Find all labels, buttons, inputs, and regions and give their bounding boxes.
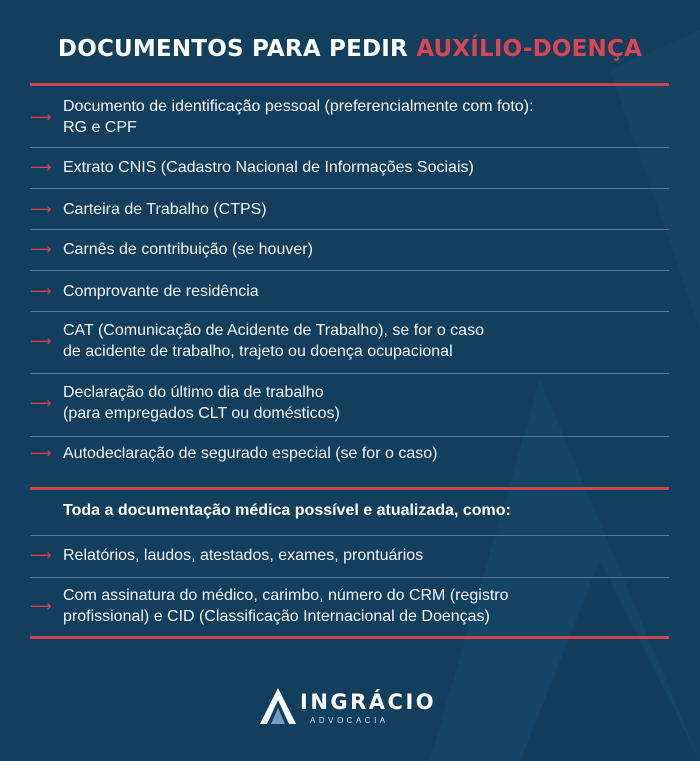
arrow-right-icon: ⟶ bbox=[30, 394, 52, 412]
list-item-text: Declaração do último dia de trabalho (para empregados CLT ou domésticos) bbox=[63, 384, 340, 422]
list-item bbox=[30, 279, 669, 303]
red-divider-middle bbox=[30, 487, 669, 490]
logo-subtitle: ADVOCACIA bbox=[310, 716, 389, 725]
separator bbox=[30, 270, 669, 271]
list-item bbox=[30, 320, 669, 362]
arrow-right-icon: ⟶ bbox=[30, 200, 52, 218]
separator bbox=[30, 577, 669, 578]
separator bbox=[30, 311, 669, 312]
separator bbox=[30, 147, 669, 148]
list-item bbox=[30, 382, 669, 424]
list-item bbox=[30, 197, 669, 221]
arrow-right-icon: ⟶ bbox=[30, 158, 52, 176]
list-item-text: Extrato CNIS (Cadastro Nacional de Informações Sociais) bbox=[63, 158, 474, 176]
separator bbox=[30, 229, 669, 230]
list-item bbox=[30, 585, 669, 627]
logo-name: INGRÁCIO bbox=[300, 690, 437, 714]
title-part1: DOCUMENTOS PARA PEDIR bbox=[57, 36, 408, 62]
arrow-right-icon: ⟶ bbox=[30, 282, 52, 300]
list-item-text: Comprovante de residência bbox=[63, 282, 259, 300]
arrow-right-icon: ⟶ bbox=[30, 597, 52, 615]
subheading: Toda a documentação médica possível e atualizada, como: bbox=[63, 502, 511, 519]
list-item-text: CAT (Comunicação de Acidente de Trabalho), se for o caso de acidente de trabalho, trajeto ou doença ocupacional bbox=[63, 322, 484, 360]
separator bbox=[30, 535, 669, 536]
arrow-right-icon: ⟶ bbox=[30, 108, 52, 126]
separator bbox=[30, 188, 669, 189]
list-item-text: Autodeclaração de segurado especial (se for o caso) bbox=[63, 444, 438, 462]
arrow-right-icon: ⟶ bbox=[30, 240, 52, 258]
list-item bbox=[30, 155, 669, 179]
list-item-text: Relatórios, laudos, atestados, exames, prontuários bbox=[63, 546, 424, 564]
red-divider-top bbox=[30, 83, 669, 86]
arrow-right-icon: ⟶ bbox=[30, 444, 52, 462]
title-part2: AUXÍLIO-DOENÇA bbox=[416, 36, 643, 62]
list-item bbox=[30, 96, 669, 138]
list-item-text: Carnês de contribuição (se houver) bbox=[63, 240, 313, 258]
list-item-text: Documento de identificação pessoal (preferencialmente com foto): RG e CPF bbox=[63, 98, 534, 136]
brand-logo bbox=[258, 686, 448, 730]
triangle-logo-icon bbox=[258, 686, 298, 726]
red-divider-bottom bbox=[30, 636, 669, 639]
list-item bbox=[30, 237, 669, 261]
list-item bbox=[30, 441, 669, 465]
arrow-right-icon: ⟶ bbox=[30, 332, 52, 350]
list-item bbox=[30, 543, 669, 567]
page-title bbox=[0, 36, 700, 62]
list-item-text: Com assinatura do médico, carimbo, número do CRM (registro profissional) e CID (Classificação Internacional de Doenças) bbox=[63, 587, 509, 625]
arrow-right-icon: ⟶ bbox=[30, 546, 52, 564]
separator bbox=[30, 436, 669, 437]
list-item-text: Carteira de Trabalho (CTPS) bbox=[63, 200, 267, 218]
separator bbox=[30, 373, 669, 374]
